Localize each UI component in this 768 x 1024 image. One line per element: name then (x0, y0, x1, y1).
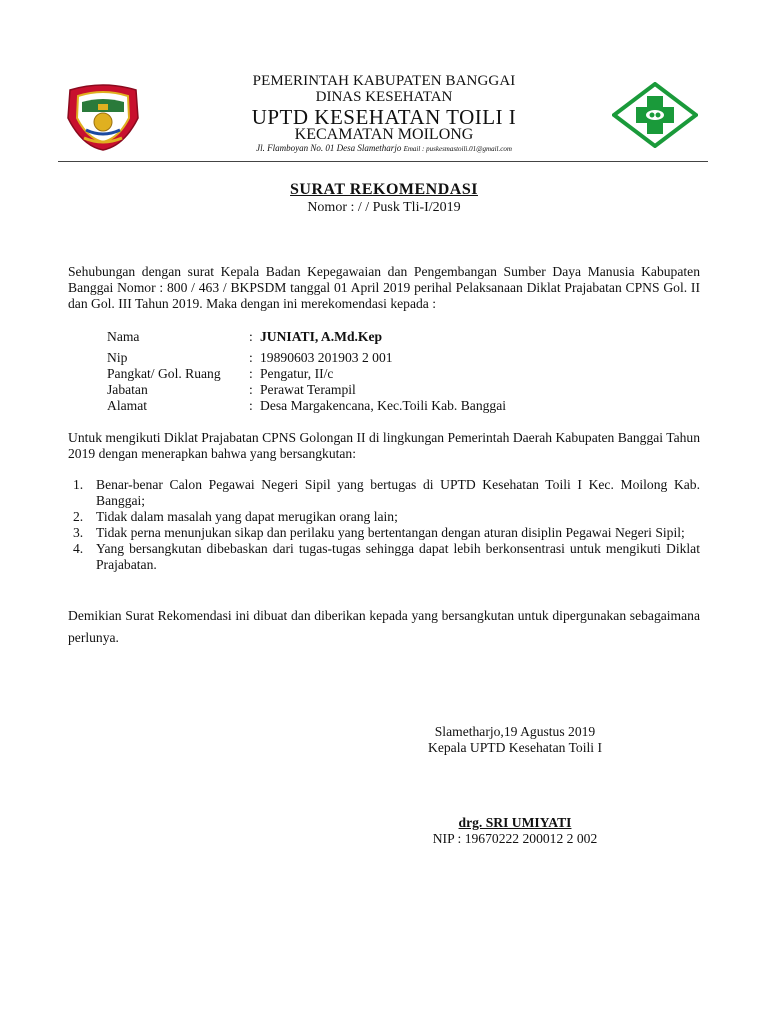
list-item (68, 541, 700, 573)
list-item (68, 525, 700, 541)
list-text: Yang bersangkutan dibebaskan dari tugas-tugas sehingga dapat lebih berkonsentrasi untuk mengikuti Diklat Prajabatan. (96, 541, 700, 572)
field-label: Alamat (107, 398, 148, 413)
field-label: Pangkat/ Gol. Ruang (107, 366, 221, 381)
field-colon: : (249, 366, 253, 381)
field-value: Desa Margakencana, Kec.Toili Kab. Banggai (260, 398, 507, 413)
signatory-name: drg. SRI UMIYATI (458, 815, 572, 830)
letterhead-address-line (150, 143, 618, 153)
field-colon: : (249, 382, 253, 397)
field-value: Pengatur, II/c (260, 366, 334, 381)
letterhead-district: KECAMATAN MOILONG (294, 126, 474, 143)
letterhead-email: Email : puskesmastoili.01@gmail.com (403, 145, 512, 153)
letterhead-government: PEMERINTAH KABUPATEN BANGGAI (252, 73, 516, 89)
list-number: 2. (73, 509, 84, 524)
letterhead-department: DINAS KESEHATAN (315, 89, 453, 105)
field-value: 19890603 201903 2 001 (260, 350, 393, 365)
list-number: 1. (73, 477, 84, 492)
list-item (68, 509, 700, 525)
field-colon: : (249, 398, 253, 413)
signature-role: Kepala UPTD Kesehatan Toili I (428, 740, 602, 755)
list-text: Tidak dalam masalah yang dapat merugikan orang lain; (96, 509, 398, 524)
closing-paragraph: Demikian Surat Rekomendasi ini dibuat dan diberikan kepada yang bersangkutan untuk dipergunakan sebagaimana perlunya. (68, 608, 700, 645)
list-text: Benar-benar Calon Pegawai Negeri Sipil yang bertugas di UPTD Kesehatan Toili I Kec. Moilong Kab. Banggai; (96, 477, 700, 508)
letterhead-institution: UPTD KESEHATAN TOILI I (251, 105, 517, 129)
letterhead-address: Jl. Flamboyan No. 01 Desa Slametharjo (256, 143, 402, 153)
kabupaten-banggai-emblem-icon (64, 82, 142, 152)
field-colon: : (249, 329, 253, 344)
letter-title: SURAT REKOMENDASI (290, 181, 478, 198)
statement-list (68, 477, 700, 573)
list-number: 4. (73, 541, 84, 556)
list-text: Tidak perna menunjukan sikap dan perilaku yang bertentangan dengan aturan disiplin Pegawai Negeri Sipil; (96, 525, 685, 540)
purpose-paragraph: Untuk mengikuti Diklat Prajabatan CPNS Golongan II di lingkungan Pemerintah Daerah Kabupaten Banggai Tahun 2019 dengan menerapkan bahwa yang bersangkutan: (68, 430, 700, 461)
field-label: Nip (107, 350, 128, 365)
field-colon: : (249, 350, 253, 365)
letterhead-divider (58, 161, 708, 162)
signature-place-date: Slametharjo,19 Agustus 2019 (434, 724, 596, 739)
field-value: Perawat Terampil (260, 382, 356, 397)
field-value: JUNIATI, A.Md.Kep (260, 329, 383, 344)
list-number: 3. (73, 525, 84, 540)
field-label: Nama (107, 329, 140, 344)
opening-paragraph: Sehubungan dengan surat Kepala Badan Kepegawaian dan Pengembangan Sumber Daya Manusia Kabupaten Banggai Nomor : 800 / 463 / BKPSDM tanggal 01 April 2019 perihal Pelaksanaan Diklat Prajabatan CPNS Gol. II dan Gol. III Tahun 2019. Maka dengan ini merekomendasi kepada : (68, 264, 700, 311)
field-label: Jabatan (107, 382, 148, 397)
puskesmas-logo-icon (612, 82, 698, 148)
letter-number: Nomor : / / Pusk Tli-I/2019 (307, 200, 461, 215)
list-item (68, 477, 700, 509)
signatory-nip: NIP : 19670222 200012 2 002 (432, 831, 598, 846)
